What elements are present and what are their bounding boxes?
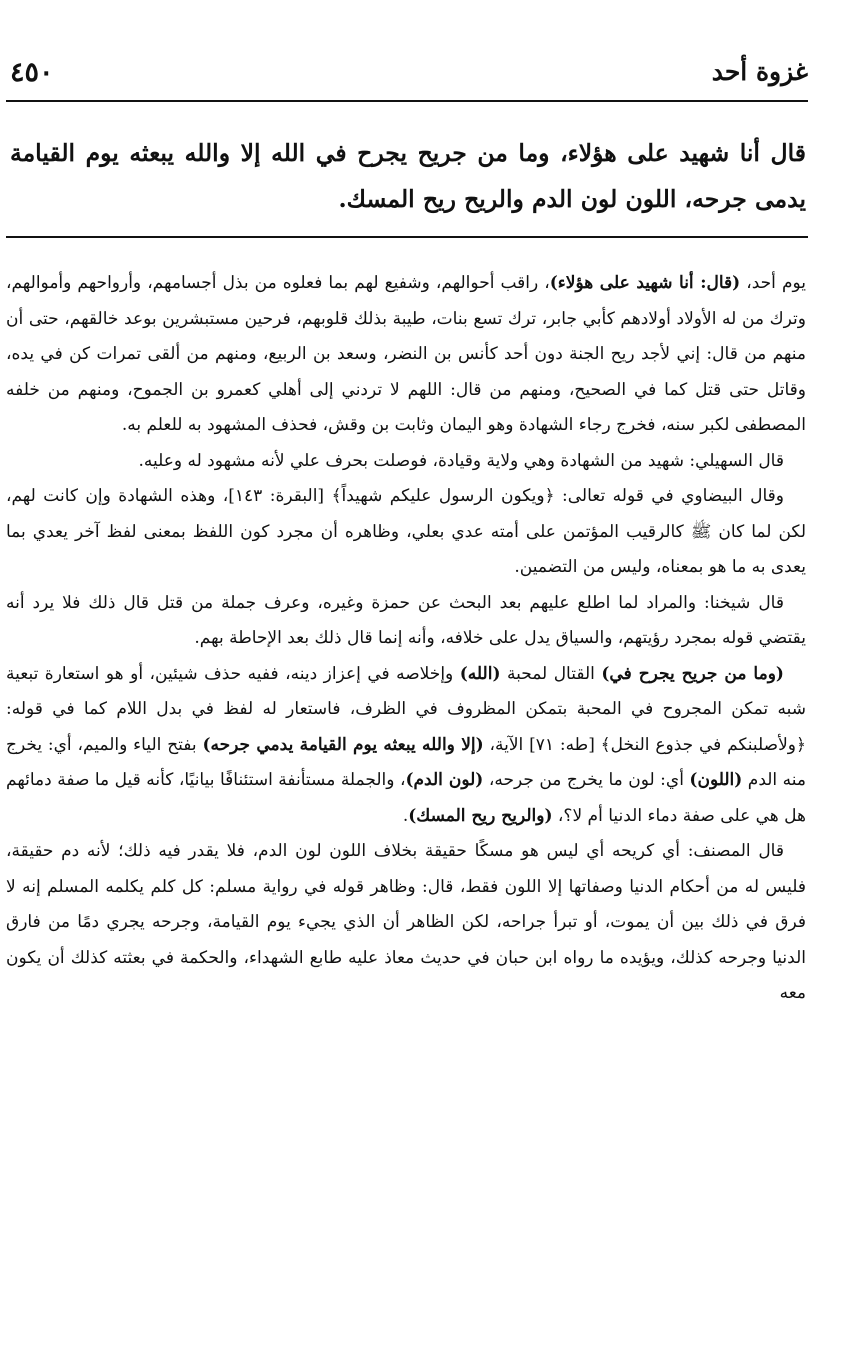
page-header xyxy=(10,55,808,99)
commentary xyxy=(6,266,806,1012)
commentary-text: ، راقب أحوالهم، وشفيع لهم بما فعلوه من بذل أجسامهم، وأرواحهم وأموالهم، وترك من له الأولاد أولادهم كأبي جابر، ترك تسع بنات، طيبة بذلك قلوبهم، فرحين مستبشرين بوعد خالقهم، حتى أن منهم من قال: إني لأجد ريح الجنة دون أحد كأنس بن النضر، وسعد بن الربيع، ومنهم من ألقى تمرات كن في يده، وقاتل حتى قتل كما في الصحيح، ومنهم من قال: اللهم لا تردني إلى أهلي كعمرو بن الجموح، ومنهم من خلفه المصطفى لكبر سنه، فخرج رجاء الشهادة وهو اليمان وثابت بن وقش، فحذف المشهود به للعلم به. xyxy=(6,273,806,435)
commentary-paragraph xyxy=(6,479,806,586)
commentary-text: قال المصنف: أي كريحه أي ليس هو مسكًا حقيقة بخلاف اللون لون الدم، فلا يقدر فيه ذلك؛ لأنه دم حقيقة، فليس له من أحكام الدنيا وصفاتها إلا اللون فقط، قال: وظاهر قوله في رواية مسلم: كل كلم يكلمه المسلم إنه لا فرق في ذلك بين أن يموت، أو تبرأ جراحه، لكن الظاهر أن الذي يجيء يوم القيامة، وجرحه يجري دمًا من فارق الدنيا وجرحه كذلك، ويؤيده ما رواه ابن حبان في حديث معاذ عليه طابع الشهداء، والحكمة في بعثته كذلك أن يكون معه xyxy=(6,841,806,1003)
commentary-text: وقال البيضاوي في قوله تعالى: ﴿ويكون الرسول عليكم شهيداً﴾ [البقرة: ١٤٣]، وهذه الشهادة وإن كانت لهم، لكن لما كان ﷺ كالرقيب المؤتمن على أمته عدي بعلي، وظاهره أن مجرد كون اللفظ بمعنى لفظ آخر يعدي بما يعدى به ما هو بمعناه، وليس من التضمين. xyxy=(6,486,806,577)
quoted-matn: (والريح ريح المسك) xyxy=(408,805,553,826)
quoted-matn: (لون الدم) xyxy=(405,770,484,790)
quoted-matn: (إلا والله يبعثه يوم القيامة يدمي جرحه) xyxy=(202,734,484,755)
commentary-paragraph xyxy=(6,657,806,835)
commentary-text: يوم أحد، xyxy=(740,273,806,293)
hadith-text: قال أنا شهيد على هؤلاء، وما من جريح يجرح في الله إلا والله يبعثه يوم القيامة يدمى جرحه، اللون لون الدم والريح ريح المسك. xyxy=(10,139,806,213)
running-title: غزوة أحد xyxy=(711,57,808,86)
commentary-text: . xyxy=(402,805,409,826)
commentary-text: قال شيخنا: والمراد لما اطلع عليهم بعد البحث عن حمزة وغيره، وعرف جملة من قتل قال ذلك فلا يرد أنه يقتضي قوله بمجرد رؤيتهم، والسياق يدل على خلافه، وأنه إنما قال ذلك بعد الإحاطة بهم. xyxy=(6,592,806,648)
commentary-text: القتال لمحبة xyxy=(500,663,602,684)
header-rule xyxy=(6,100,808,102)
section-divider xyxy=(6,236,808,238)
commentary-text: أي: لون ما يخرج من جرحه، xyxy=(483,770,690,790)
quoted-matn: (قال: أنا شهيد على هؤلاء) xyxy=(549,273,741,293)
commentary-paragraph xyxy=(6,834,806,1012)
commentary-text: قال السهيلي: شهيد من الشهادة وهي ولاية وقيادة، فوصلت بحرف علي لأنه مشهود له وعليه. xyxy=(138,450,784,471)
commentary-text: بفتح الياء والميم، أي: يخرج منه الدم xyxy=(6,734,807,790)
commentary-text: وإخلاصه في إعزاز دينه، ففيه حذف شيئين، أو هو استعارة تبعية شبه تمكن المجروح في المحبة بتمكن المظروف في الظرف، فاستعار له لفظ في بدل اللام كما في قوله: ﴿ولأصلبنكم في جذوع النخل﴾ [طه: ٧١] الآية، xyxy=(6,663,806,755)
commentary-paragraph xyxy=(6,586,806,657)
quoted-matn: (الله) xyxy=(459,663,501,684)
commentary-text: ، والجملة مستأنفة استئنافًا بيانيًا، كأنه قيل ما صفة دمائهم هل هي على صفة دماء الدنيا أم لا؟، xyxy=(6,770,806,826)
commentary-paragraph xyxy=(6,444,806,480)
commentary-paragraph xyxy=(6,266,806,444)
page-number: ٤٥٠ xyxy=(10,57,54,88)
quoted-matn: (وما من جريح يجرح في) xyxy=(601,663,784,684)
quoted-matn: (اللون) xyxy=(689,770,743,790)
